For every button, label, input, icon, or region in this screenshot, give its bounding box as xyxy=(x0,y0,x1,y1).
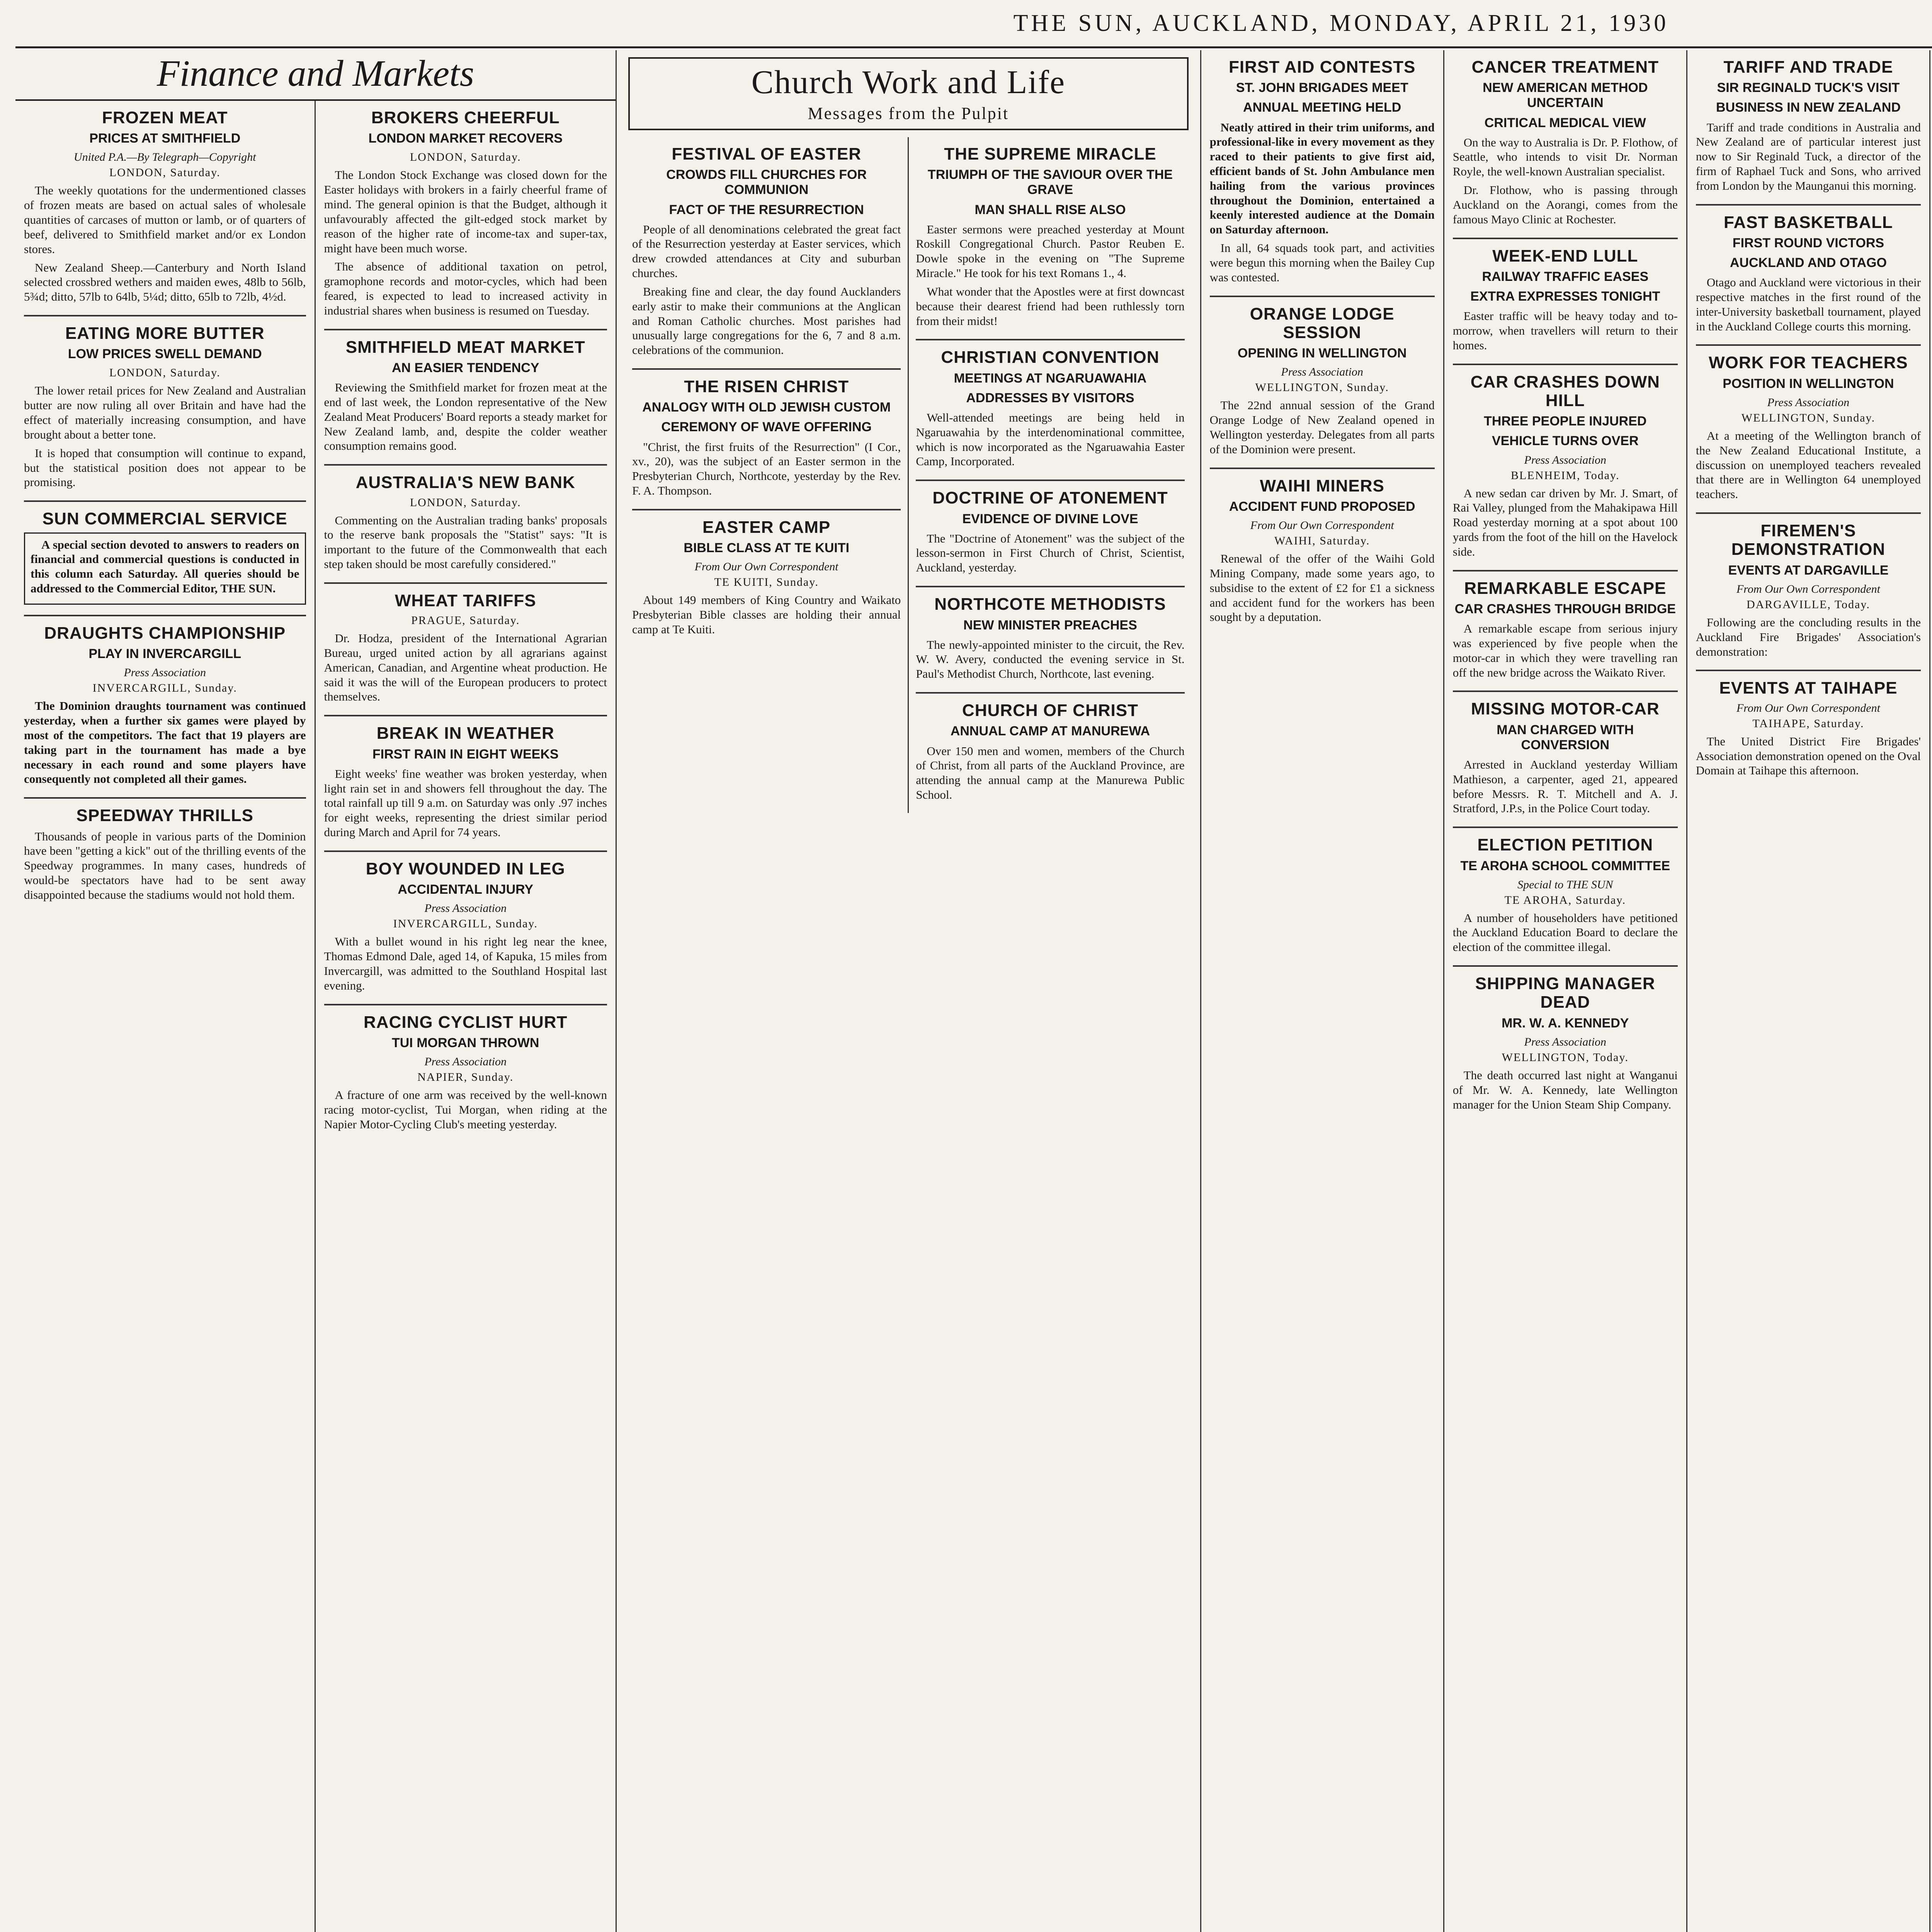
paragraph: Breaking fine and clear, the day found Aucklanders early astir to make their communions at the Anglican and Roman Catholic churches. Most parishes had unusually large congregations for the 6, 7 and 8 a.m. celebrations of the communion. xyxy=(632,284,901,357)
headline: WEEK-END LULL xyxy=(1492,246,1638,265)
church-box xyxy=(628,57,1189,130)
headline: CHURCH OF CHRIST xyxy=(962,701,1138,720)
subhead: AUCKLAND AND OTAGO xyxy=(1730,255,1887,270)
headline: WHEAT TARIFFS xyxy=(395,591,536,610)
paragraph: The absence of additional taxation on petrol, gramophone records and motor-cycles, which had been feared, is expected to lead to increased activity in industrial shares when business is resumed on Tuesday. xyxy=(324,260,607,317)
article-tariff xyxy=(1696,50,1921,206)
headline: TARIFF AND TRADE xyxy=(1723,58,1893,77)
headline: MISSING MOTOR-CAR xyxy=(1471,699,1660,719)
headline: SPEEDWAY THRILLS xyxy=(76,806,254,825)
article-first-aid xyxy=(1210,50,1435,297)
article-motorcar xyxy=(1453,692,1678,828)
article-butter xyxy=(24,316,306,502)
dateline: WELLINGTON, Sunday. xyxy=(1741,411,1876,424)
paragraph: What wonder that the Apostles were at first downcast because their dearest friend had been ruthlessly torn from their midst! xyxy=(916,284,1185,328)
credit: Press Association xyxy=(424,902,507,915)
paragraph: A number of householders have petitioned the Auckland Education Board to declare the election of the committee illegal. xyxy=(1452,911,1678,954)
article-draughts xyxy=(24,616,306,799)
subhead: EVIDENCE OF DIVINE LOVE xyxy=(962,511,1138,526)
paragraph: Well-attended meetings are being held in Ngaruawahia by the interdenominational committee, which is now incorporated as the Ngaruawahia Easter Camp, Incorporated. xyxy=(916,410,1185,468)
paragraph: The death occurred last night at Wanganui of Mr. W. A. Kennedy, late Wellington manager for the Union Steam Ship Company. xyxy=(1452,1068,1678,1111)
subhead: TE AROHA SCHOOL COMMITTEE xyxy=(1460,858,1670,873)
headline: REMARKABLE ESCAPE xyxy=(1464,578,1667,598)
dateline: TE KUITI, Sunday. xyxy=(714,576,819,589)
paragraph: The "Doctrine of Atonement" was the subject of the lesson-sermon in First Church of Christ, Scientist, Auckland, yesterday. xyxy=(916,531,1185,575)
subhead: FIRST ROUND VICTORS xyxy=(1732,236,1884,251)
article-cyclist xyxy=(324,1005,607,1143)
subhead: OPENING IN WELLINGTON xyxy=(1237,346,1407,361)
headline: THE SUPREME MIRACLE xyxy=(944,145,1156,163)
paragraph: It is hoped that consumption will continue to expand, but the statistical position does not appear to be promising. xyxy=(24,446,306,489)
paragraph: Dr. Hodza, president of the International Agrarian Bureau, urged united action by all agrarians against American, Canadian, and Argentine wheat production. He said it was the will of the European producers to protect themselves. xyxy=(324,631,607,704)
credit: Press Association xyxy=(1767,396,1850,409)
article-lull xyxy=(1453,239,1678,365)
finance-section xyxy=(15,50,617,1932)
article-waihi xyxy=(1210,469,1435,636)
paragraph: A remarkable escape from serious injury was experienced by five people when the motor-car in which they were travelling ran off the new bridge across the Waikato River. xyxy=(1452,622,1678,679)
subhead: CROWDS FILL CHURCHES FOR COMMUNION xyxy=(666,167,867,197)
headline: ELECTION PETITION xyxy=(1477,835,1653,855)
headline: SHIPPING MANAGER DEAD xyxy=(1475,974,1655,1012)
dateline: INVERCARGILL, Sunday. xyxy=(92,682,237,695)
article-risen xyxy=(632,370,901,510)
subhead: POSITION IN WELLINGTON xyxy=(1723,376,1894,391)
article-boy-wounded xyxy=(324,852,607,1005)
credit: Press Association xyxy=(1281,366,1363,379)
column-5 xyxy=(1444,50,1687,1932)
subhead: ANNUAL MEETING HELD xyxy=(1243,100,1401,115)
article-wheat xyxy=(324,584,607,716)
headline: CAR CRASHES DOWN HILL xyxy=(1470,372,1660,410)
subhead: TRIUMPH OF THE SAVIOUR OVER THE GRAVE xyxy=(927,167,1173,197)
church-subcolumn-right xyxy=(909,137,1191,813)
subhead: VEHICLE TURNS OVER xyxy=(1492,434,1639,449)
subhead: ANALOGY WITH OLD JEWISH CUSTOM xyxy=(642,400,891,415)
article-brokers xyxy=(324,101,607,330)
subhead: AN EASIER TENDENCY xyxy=(391,361,539,375)
column-6 xyxy=(1687,50,1930,1932)
headline: THE RISEN CHRIST xyxy=(684,377,849,396)
headline: FIREMEN'S DEMONSTRATION xyxy=(1731,521,1886,559)
headline: FROZEN MEAT xyxy=(102,108,228,127)
subhead: CEREMONY OF WAVE OFFERING xyxy=(661,420,872,435)
credit: From Our Own Correspondent xyxy=(1736,582,1880,595)
paragraph: Following are the concluding results in the Auckland Fire Brigades' Association's demonstration: xyxy=(1696,615,1921,658)
subhead: CAR CRASHES THROUGH BRIDGE xyxy=(1454,601,1676,616)
credit: Press Association xyxy=(1524,1035,1607,1048)
paragraph: Dr. Flothow, who is passing through Auckland on the Aorangi, comes from the famous Mayo Clinic at Rochester. xyxy=(1452,183,1678,226)
headline: AUSTRALIA'S NEW BANK xyxy=(355,473,575,492)
headline: SMITHFIELD MEAT MARKET xyxy=(345,337,585,357)
dateline: TE AROHA, Saturday. xyxy=(1504,893,1626,906)
headline: EASTER CAMP xyxy=(702,517,831,537)
paragraph: Neatly attired in their trim uniforms, and professional-like in every movement as they raced to their patients to give first aid, efficient bands of St. John Ambulance men hailing from the various provinces throughout the Dominion, entertained a keenly interested audience at the Domain on Saturday afternoon. xyxy=(1209,120,1435,236)
article-church-of-christ xyxy=(916,694,1184,813)
paragraph: Tariff and trade conditions in Australia and New Zealand are of particular interest just now to Sir Reginald Tuck, a director of the firm of Raphael Tuck and Sons, who arrived from London by the Maunganui this morning. xyxy=(1696,120,1921,192)
headline: FIRST AID CONTESTS xyxy=(1229,58,1416,77)
paragraph: People of all denominations celebrated the great fact of the Resurrection yesterday at Easter services, which drew crowded attendances at City and suburban churches. xyxy=(632,222,901,280)
headline: CHRISTIAN CONVENTION xyxy=(941,348,1160,367)
subhead: THREE PEOPLE INJURED xyxy=(1484,414,1647,429)
paragraph: New Zealand Sheep.—Canterbury and North Island selected crossbred wethers and maiden ewes, 48lb to 56lb, 5¾d; ditto, 57lb to 64lb, 5¼d; ditto, 65lb to 72lb, 4½d. xyxy=(24,260,306,304)
article-frozen-meat xyxy=(24,101,306,316)
credit: United P.A.—By Telegraph—Copyright xyxy=(73,151,256,164)
paragraph: The Dominion draughts tournament was continued yesterday, when a further six games were played by most of the competitors. The fact that 19 players are taking part in the tournament has made a bye necessary in each round and some players have consequently not completed all their games. xyxy=(24,699,306,786)
subhead: SIR REGINALD TUCK'S VISIT xyxy=(1717,80,1900,95)
subhead: ACCIDENTAL INJURY xyxy=(398,882,534,897)
dateline: WELLINGTON, Today. xyxy=(1502,1051,1629,1064)
article-crashes xyxy=(1453,365,1678,571)
paragraph: At a meeting of the Wellington branch of the New Zealand Educational Institute, a discussion on unemployed teachers revealed that there are in Wellington 64 unemployed teachers. xyxy=(1696,429,1921,501)
credit: Press Association xyxy=(1524,453,1607,466)
article-atonement xyxy=(916,481,1184,587)
article-weather xyxy=(324,716,607,852)
dateline: LONDON, Saturday. xyxy=(410,151,521,164)
subhead: ST. JOHN BRIGADES MEET xyxy=(1236,80,1408,95)
subhead: ACCIDENT FUND PROPOSED xyxy=(1229,499,1415,514)
paragraph: Commenting on the Australian trading banks' proposals to the reserve bank proposals the "Statist" says: "It is important to the future of the Commonwealth that each step taken should be most carefully considered." xyxy=(324,513,607,571)
paragraph: Thousands of people in various parts of the Dominion have been "getting a kick" out of the thrilling events of the Speedway programmes. In many cases, hundreds of would-be spectators have had to be sent away disappointed because the stadiums would not hold them. xyxy=(24,829,306,901)
paragraph: Eight weeks' fine weather was broken yesterday, when light rain set in and showers fell throughout the day. The total rainfall up till 9 a.m. on Saturday was only .97 inches for eight weeks, representing the driest similar period during March and April for 74 years. xyxy=(324,767,607,839)
headline: WAIHI MINERS xyxy=(1260,476,1384,495)
headline: FAST BASKETBALL xyxy=(1723,213,1893,232)
dateline: LONDON, Saturday. xyxy=(109,366,221,379)
dateline: BLENHEIM, Today. xyxy=(1511,469,1620,482)
subhead: MAN CHARGED WITH CONVERSION xyxy=(1497,722,1634,752)
article-petition xyxy=(1453,828,1678,967)
paragraph: Arrested in Auckland yesterday William Mathieson, a carpenter, aged 21, appeared before Messrs. R. T. Mitchell and A. J. Stratford, J.P.s, in the Police Court today. xyxy=(1452,757,1678,815)
credit: Press Association xyxy=(424,1055,507,1068)
subhead: EVENTS AT DARGAVILLE xyxy=(1728,563,1889,578)
article-convention xyxy=(916,340,1184,481)
headline: SUN COMMERCIAL SERVICE xyxy=(42,509,287,529)
headline: EVENTS AT TAIHAPE xyxy=(1719,679,1898,698)
credit: Press Association xyxy=(124,666,206,679)
masthead xyxy=(15,0,1932,48)
article-shipping xyxy=(1453,967,1678,1122)
paragraph: The 22nd annual session of the Grand Orange Lodge of New Zealand opened in Wellington yesterday. Delegates from all parts of the Dominion were present. xyxy=(1209,398,1435,456)
paragraph: On the way to Australia is Dr. P. Flothow, of Seattle, who intends to visit Dr. Norman Royle, the well-known Australian specialist. xyxy=(1452,135,1678,179)
headline: ORANGE LODGE SESSION xyxy=(1250,304,1395,342)
article-escape xyxy=(1453,571,1678,692)
headline: NORTHCOTE METHODISTS xyxy=(934,595,1166,614)
paragraph: With a bullet wound in his right leg near the knee, Thomas Edmond Dale, aged 14, of Kapuka, 15 miles from Invercargill, was admitted to the Southland Hospital last evening. xyxy=(324,935,607,992)
article-easter-camp xyxy=(632,510,901,648)
subhead: NEW AMERICAN METHOD UNCERTAIN xyxy=(1483,80,1648,111)
paragraph: A special section devoted to answers to readers on financial and commercial questions is conducted in this column each Saturday. All queries should be addressed to the Commercial Editor, THE SUN. xyxy=(31,537,299,595)
subhead: ANNUAL CAMP AT MANUREWA xyxy=(950,724,1150,739)
credit: Special to THE SUN xyxy=(1517,878,1613,891)
dateline: TAIHAPE, Saturday. xyxy=(1752,717,1864,730)
church-title: Church Work and Life xyxy=(751,63,1066,100)
subhead: EXTRA EXPRESSES TONIGHT xyxy=(1470,289,1660,304)
column-7 xyxy=(1930,50,1932,1932)
paragraph: In all, 64 squads took part, and activities were begun this morning when the Bailey Cup was contested. xyxy=(1209,241,1435,284)
masthead-dateline: THE SUN, AUCKLAND, MONDAY, APRIL 21, 1930 xyxy=(1013,10,1669,36)
paragraph: Reviewing the Smithfield market for frozen meat at the end of last week, the London representative of the New Zealand Meat Producers' Board reports a steady market for New Zealand lamb, and, despite the colder weather consumption remains good. xyxy=(324,381,607,453)
column-2 xyxy=(316,101,616,1932)
subhead: MR. W. A. KENNEDY xyxy=(1502,1015,1629,1031)
paragraph: Renewal of the offer of the Waihi Gold Mining Company, made some years ago, to subsidise to the extent of £2 for £1 a sickness and accident fund for the workers has been sought by a deputation. xyxy=(1209,552,1435,624)
credit: From Our Own Correspondent xyxy=(1736,701,1880,714)
paragraph: Easter traffic will be heavy today and to-morrow, when travellers will return to their homes. xyxy=(1452,309,1678,352)
subhead: LOW PRICES SWELL DEMAND xyxy=(68,347,262,362)
article-miracle xyxy=(916,137,1184,340)
subhead: TUI MORGAN THROWN xyxy=(391,1035,539,1050)
column-1 xyxy=(15,101,316,1932)
service-box xyxy=(24,532,306,605)
subhead: MEETINGS AT NGARUAWAHIA xyxy=(954,371,1147,386)
article-taihape xyxy=(1696,671,1921,789)
article-speedway xyxy=(24,799,306,913)
headline: DRAUGHTS CHAMPIONSHIP xyxy=(44,623,286,643)
article-orange xyxy=(1210,297,1435,469)
subhead: RAILWAY TRAFFIC EASES xyxy=(1482,269,1649,284)
paragraph: Easter sermons were preached yesterday at Mount Roskill Congregational Church. Pastor Reuben E. Dowle spoke in the evening on "The Supreme Miracle." He took for his text Romans 1., 4. xyxy=(916,222,1185,280)
article-teachers xyxy=(1696,346,1921,514)
column-church xyxy=(617,50,1201,1932)
subhead: ADDRESSES BY VISITORS xyxy=(966,390,1134,405)
finance-banner: Finance and Markets xyxy=(15,50,616,101)
dateline: PRAGUE, Saturday. xyxy=(411,614,520,627)
paragraph: Over 150 men and women, members of the Church of Christ, from all parts of the Auckland Province, are attending the annual camp at the Manurewa Public School. xyxy=(916,744,1185,801)
headline: CANCER TREATMENT xyxy=(1471,58,1659,77)
headline: BROKERS CHEERFUL xyxy=(371,108,560,127)
headline: EATING MORE BUTTER xyxy=(65,323,265,343)
headline: FESTIVAL OF EASTER xyxy=(672,145,861,163)
paragraph: Otago and Auckland were victorious in their respective matches in the first round of the inter-University basketball tournament, played in the Auckland College courts this morning. xyxy=(1696,276,1921,333)
article-smithfield xyxy=(324,330,607,466)
dateline: NAPIER, Sunday. xyxy=(417,1071,514,1084)
dateline: WAIHI, Saturday. xyxy=(1274,534,1370,548)
paragraph: The weekly quotations for the undermentioned classes of frozen meats are based on actual sales of wholesale quantities of carcases of mutton or lamb, or of quarters of beef, delivered to Smithfield market and/or ex London stores. xyxy=(24,184,306,256)
credit: From Our Own Correspondent xyxy=(1250,519,1394,532)
article-methodists xyxy=(916,587,1184,694)
headline: BOY WOUNDED IN LEG xyxy=(366,859,565,878)
paragraph: A new sedan car driven by Mr. J. Smart, of Rai Valley, plunged from the Mahakipawa Hill Road yesterday morning at a spot about 100 yards from the foot of the hill on the Havelock side. xyxy=(1452,486,1678,558)
paragraph: The newly-appointed minister to the circuit, the Rev. W. W. Avery, conducted the evening service in St. Paul's Methodist Church, Northcote, last evening. xyxy=(916,638,1185,681)
article-firemen xyxy=(1696,514,1921,671)
subhead: FACT OF THE RESURRECTION xyxy=(669,202,864,217)
article-bank xyxy=(324,466,607,584)
subhead: BUSINESS IN NEW ZEALAND xyxy=(1716,100,1901,115)
article-commercial-service xyxy=(24,502,306,616)
subhead: BIBLE CLASS AT TE KUITI xyxy=(684,541,850,556)
article-festival xyxy=(632,137,901,370)
column-4 xyxy=(1201,50,1444,1932)
paragraph: The London Stock Exchange was closed down for the Easter holidays with brokers in a fairly cheerful frame of mind. The general opinion is that the Budget, although it unfavourably affected the gilt-edged stock market by reason of the higher rate of income-tax and super-tax, might have been much worse. xyxy=(324,168,607,255)
dateline: INVERCARGILL, Sunday. xyxy=(393,917,538,930)
headline: DOCTRINE OF ATONEMENT xyxy=(932,488,1168,508)
subhead: PLAY IN INVERCARGILL xyxy=(88,646,242,662)
dateline: DARGAVILLE, Today. xyxy=(1746,598,1870,611)
paragraph: About 149 members of King Country and Waikato Presbyterian Bible classes are holding their annual camp at Te Kuiti. xyxy=(632,593,901,636)
columns xyxy=(15,50,1932,1932)
paragraph: The United District Fire Brigades' Association demonstration opened on the Oval Domain at Taihape this afternoon. xyxy=(1696,734,1921,777)
headline: WORK FOR TEACHERS xyxy=(1709,353,1908,372)
paragraph: A fracture of one arm was received by the well-known racing motor-cyclist, Tui Morgan, when riding at the Napier Motor-Cycling Club's meeting yesterday. xyxy=(324,1088,607,1131)
subhead: PRICES AT SMITHFIELD xyxy=(89,131,241,146)
church-subtitle: Messages from the Pulpit xyxy=(808,104,1009,123)
article-cancer xyxy=(1453,50,1678,239)
church-subcolumns xyxy=(625,137,1192,813)
dateline: LONDON, Saturday. xyxy=(109,166,221,179)
subhead: FIRST RAIN IN EIGHT WEEKS xyxy=(372,747,559,762)
headline: BREAK IN WEATHER xyxy=(376,724,554,743)
paragraph: "Christ, the first fruits of the Resurrection" (I Cor., xv., 20), was the subject of an Easter sermon in the Presbyterian Church, Northcote, yesterday by the Rev. F. A. Thompson. xyxy=(632,440,901,497)
dateline: LONDON, Saturday. xyxy=(410,496,521,509)
headline: RACING CYCLIST HURT xyxy=(364,1012,568,1032)
church-subcolumn-left xyxy=(625,137,909,813)
subhead: MAN SHALL RISE ALSO xyxy=(975,202,1126,217)
dateline: WELLINGTON, Sunday. xyxy=(1255,381,1389,394)
subhead: NEW MINISTER PREACHES xyxy=(963,617,1137,633)
subhead: CRITICAL MEDICAL VIEW xyxy=(1484,115,1646,130)
credit: From Our Own Correspondent xyxy=(694,560,838,573)
subhead: LONDON MARKET RECOVERS xyxy=(368,131,563,146)
article-basketball xyxy=(1696,206,1921,346)
paragraph: The lower retail prices for New Zealand and Australian butter are now ruling all over Britain and have had the effect of materially increasing consumption, and have brought about a better tone. xyxy=(24,384,306,441)
